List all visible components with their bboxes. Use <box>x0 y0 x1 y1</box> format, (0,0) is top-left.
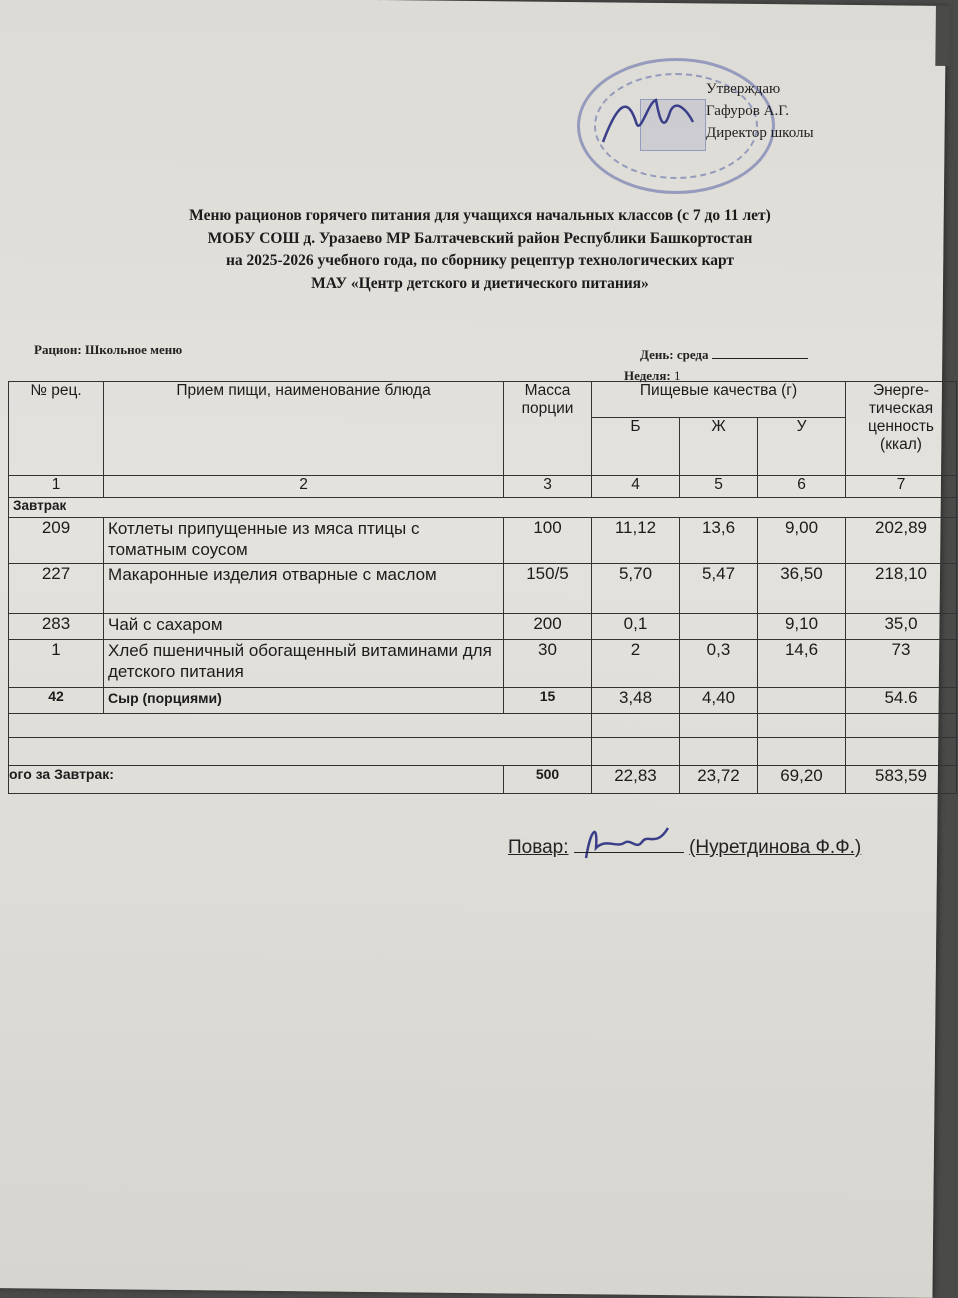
day-field <box>640 346 808 363</box>
col-number: 2 <box>104 476 504 498</box>
fat-value: 5,47 <box>680 564 758 614</box>
week-value: 1 <box>673 368 681 383</box>
dish-name: Хлеб пшеничный обогащенный витаминами для детского питания <box>104 640 504 688</box>
total-carbs: 69,20 <box>758 766 846 794</box>
col-number: 7 <box>846 476 957 498</box>
director-signature <box>598 92 698 152</box>
header-energy: Энерге-тическая ценность (ккал) <box>846 382 957 476</box>
header-nutrition: Пищевые качества (г) <box>592 382 846 418</box>
empty-cell <box>758 738 846 766</box>
empty-cell <box>592 714 680 738</box>
table-row <box>9 688 957 714</box>
fat-value: 0,3 <box>680 640 758 688</box>
title-line-3: на 2025-2026 учебного года, по сборнику рецептур технологических карт <box>225 252 735 269</box>
header-dish-name: Прием пищи, наименование блюда <box>104 382 504 476</box>
ration-label: Рацион: Школьное меню <box>34 342 183 357</box>
total-energy: 583,59 <box>846 766 957 794</box>
recipe-number: 1 <box>9 640 104 688</box>
col-number: 1 <box>9 476 104 498</box>
header-fat: Ж <box>680 418 758 476</box>
empty-cell <box>9 738 592 766</box>
carbs-value: 36,50 <box>758 564 846 614</box>
table-row <box>9 518 957 564</box>
header-recipe-number: № рец. <box>9 382 104 476</box>
empty-cell <box>846 714 957 738</box>
empty-cell <box>680 714 758 738</box>
table-row <box>9 614 957 640</box>
recipe-number: 209 <box>9 518 104 564</box>
cook-signature-line <box>508 836 861 859</box>
approval-line-2: Гафуров А.Г. <box>706 103 789 119</box>
table-row <box>9 564 957 614</box>
approval-line-3: Директор школы <box>706 125 814 141</box>
portion-mass: 100 <box>504 518 592 564</box>
header-carbs: У <box>758 418 846 476</box>
cook-label: Повар: <box>508 837 569 858</box>
dish-name: Чай с сахаром <box>104 614 504 640</box>
portion-mass: 150/5 <box>504 564 592 614</box>
total-fat: 23,72 <box>680 766 758 794</box>
title-line-1: Меню рационов горячего питания для учащихся начальных классов (с 7 до 11 лет) <box>189 207 771 224</box>
title-line-4: МАУ «Центр детского и диетического питания» <box>311 274 649 292</box>
menu-table <box>8 381 957 794</box>
portion-mass: 30 <box>504 640 592 688</box>
table-row <box>9 640 957 688</box>
recipe-number: 42 <box>9 688 104 714</box>
col-number: 3 <box>504 476 592 498</box>
empty-cell <box>758 714 846 738</box>
signature-underline <box>574 836 684 853</box>
empty-row <box>9 714 957 738</box>
carbs-value: 9,10 <box>758 614 846 640</box>
portion-mass: 15 <box>504 688 592 714</box>
approval-line-1: Утверждаю <box>706 81 781 97</box>
energy-value: 54.6 <box>846 688 957 714</box>
recipe-number: 227 <box>9 564 104 614</box>
page-fold <box>935 6 950 66</box>
col-number: 4 <box>592 476 680 498</box>
fat-value <box>680 614 758 640</box>
protein-value: 5,70 <box>592 564 680 614</box>
dish-name: Сыр (порциями) <box>104 688 504 714</box>
day-label: День: среда <box>640 347 709 362</box>
carbs-value <box>758 688 846 714</box>
energy-value: 202,89 <box>846 518 957 564</box>
fat-value: 4,40 <box>680 688 758 714</box>
title-line-2: МОБУ СОШ д. Уразаево МР Балтачевский район Республики Башкортостан <box>207 229 753 247</box>
protein-value: 3,48 <box>592 688 680 714</box>
portion-mass: 200 <box>504 614 592 640</box>
empty-cell <box>846 738 957 766</box>
approval-block <box>706 78 814 144</box>
section-breakfast: Завтрак <box>9 498 957 518</box>
col-number: 5 <box>680 476 758 498</box>
protein-value: 0,1 <box>592 614 680 640</box>
header-portion-mass: Масса порции <box>504 382 592 476</box>
recipe-number: 283 <box>9 614 104 640</box>
protein-value: 2 <box>592 640 680 688</box>
column-number-row <box>9 476 957 498</box>
protein-value: 11,12 <box>592 518 680 564</box>
empty-cell <box>9 714 592 738</box>
dish-name: Макаронные изделия отварные с маслом <box>104 564 504 614</box>
dish-name: Котлеты припущенные из мяса птицы с томатным соусом <box>104 518 504 564</box>
total-row <box>9 766 957 794</box>
empty-row <box>9 738 957 766</box>
carbs-value: 9,00 <box>758 518 846 564</box>
energy-value: 218,10 <box>846 564 957 614</box>
fat-value: 13,6 <box>680 518 758 564</box>
total-mass: 500 <box>504 766 592 794</box>
cook-name: (Нуретдинова Ф.Ф.) <box>689 837 862 858</box>
day-underline <box>712 346 808 359</box>
energy-value: 35,0 <box>846 614 957 640</box>
col-number: 6 <box>758 476 846 498</box>
energy-value: 73 <box>846 640 957 688</box>
document-title <box>60 205 900 295</box>
empty-cell <box>680 738 758 766</box>
week-label: Неделя: <box>624 368 671 383</box>
header-protein: Б <box>592 418 680 476</box>
total-protein: 22,83 <box>592 766 680 794</box>
total-label: ого за Завтрак: <box>9 766 504 794</box>
empty-cell <box>592 738 680 766</box>
carbs-value: 14,6 <box>758 640 846 688</box>
